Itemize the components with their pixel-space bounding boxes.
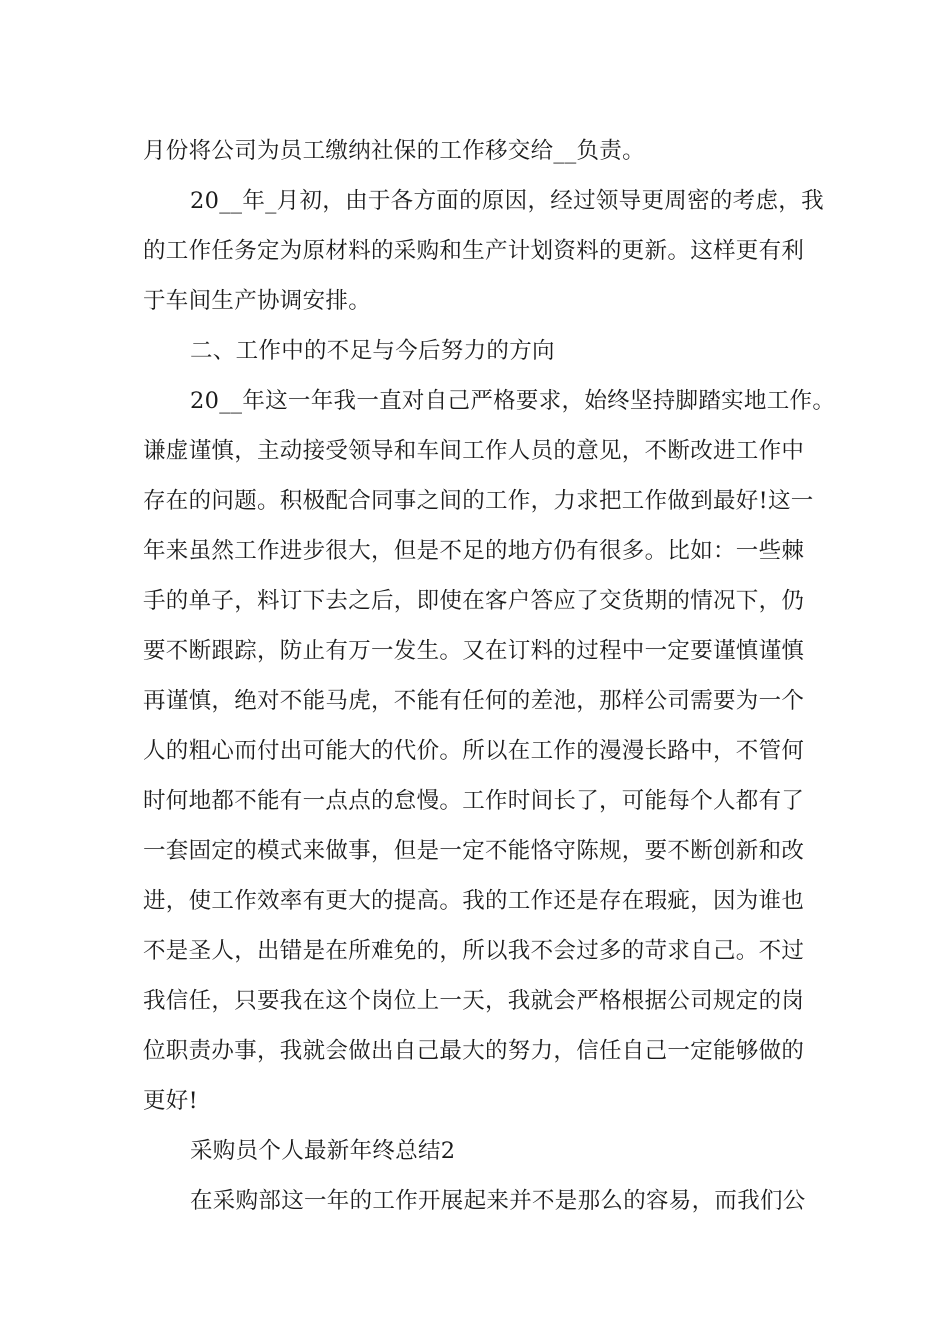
- section-heading: 二、工作中的不足与今后努力的方向: [190, 338, 555, 364]
- text-line: 月份将公司为员工缴纳社保的工作移交给__负责。: [143, 138, 645, 164]
- text-line: 于车间生产协调安排。: [143, 288, 372, 314]
- text-line: 谦虚谨慎，主动接受领导和车间工作人员的意见，不断改进工作中: [143, 438, 805, 464]
- paragraph-first-line: 在采购部这一年的工作开展起来并不是那么的容易，而我们公: [190, 1188, 806, 1214]
- text-line: 的工作任务定为原材料的采购和生产计划资料的更新。这样更有利: [143, 238, 805, 264]
- text-line: 我信任，只要我在这个岗位上一天，我就会严格根据公司规定的岗: [143, 988, 805, 1014]
- text-line: 存在的问题。积极配合同事之间的工作，力求把工作做到最好!这一: [143, 488, 814, 514]
- text-line: 一套固定的模式来做事，但是一定不能恪守陈规，要不断创新和改: [143, 838, 805, 864]
- text-line: 人的粗心而付出可能大的代价。所以在工作的漫漫长路中，不管何: [143, 738, 805, 764]
- paragraph-first-line: 20__年_月初，由于各方面的原因，经过领导更周密的考虑，我: [190, 188, 824, 214]
- text-line: 要不断跟踪，防止有万一发生。又在订料的过程中一定要谨慎谨慎: [143, 638, 805, 664]
- text-line: 时何地都不能有一点点的怠慢。工作时间长了，可能每个人都有了: [143, 788, 805, 814]
- document-subtitle: 采购员个人最新年终总结2: [190, 1138, 456, 1164]
- text-line: 年来虽然工作进步很大，但是不足的地方仍有很多。比如：一些棘: [143, 538, 805, 564]
- text-line: 再谨慎，绝对不能马虎，不能有任何的差池，那样公司需要为一个: [143, 688, 805, 714]
- text-line: 更好!: [143, 1088, 198, 1114]
- text-line: 位职责办事，我就会做出自己最大的努力，信任自己一定能够做的: [143, 1038, 805, 1064]
- text-line: 不是圣人，出错是在所难免的，所以我不会过多的苛求自己。不过: [143, 938, 805, 964]
- text-line: 手的单子，料订下去之后，即使在客户答应了交货期的情况下，仍: [143, 588, 805, 614]
- paragraph-first-line: 20__年这一年我一直对自己严格要求，始终坚持脚踏实地工作。: [190, 388, 836, 414]
- text-line: 进，使工作效率有更大的提高。我的工作还是存在瑕疵，因为谁也: [143, 888, 805, 914]
